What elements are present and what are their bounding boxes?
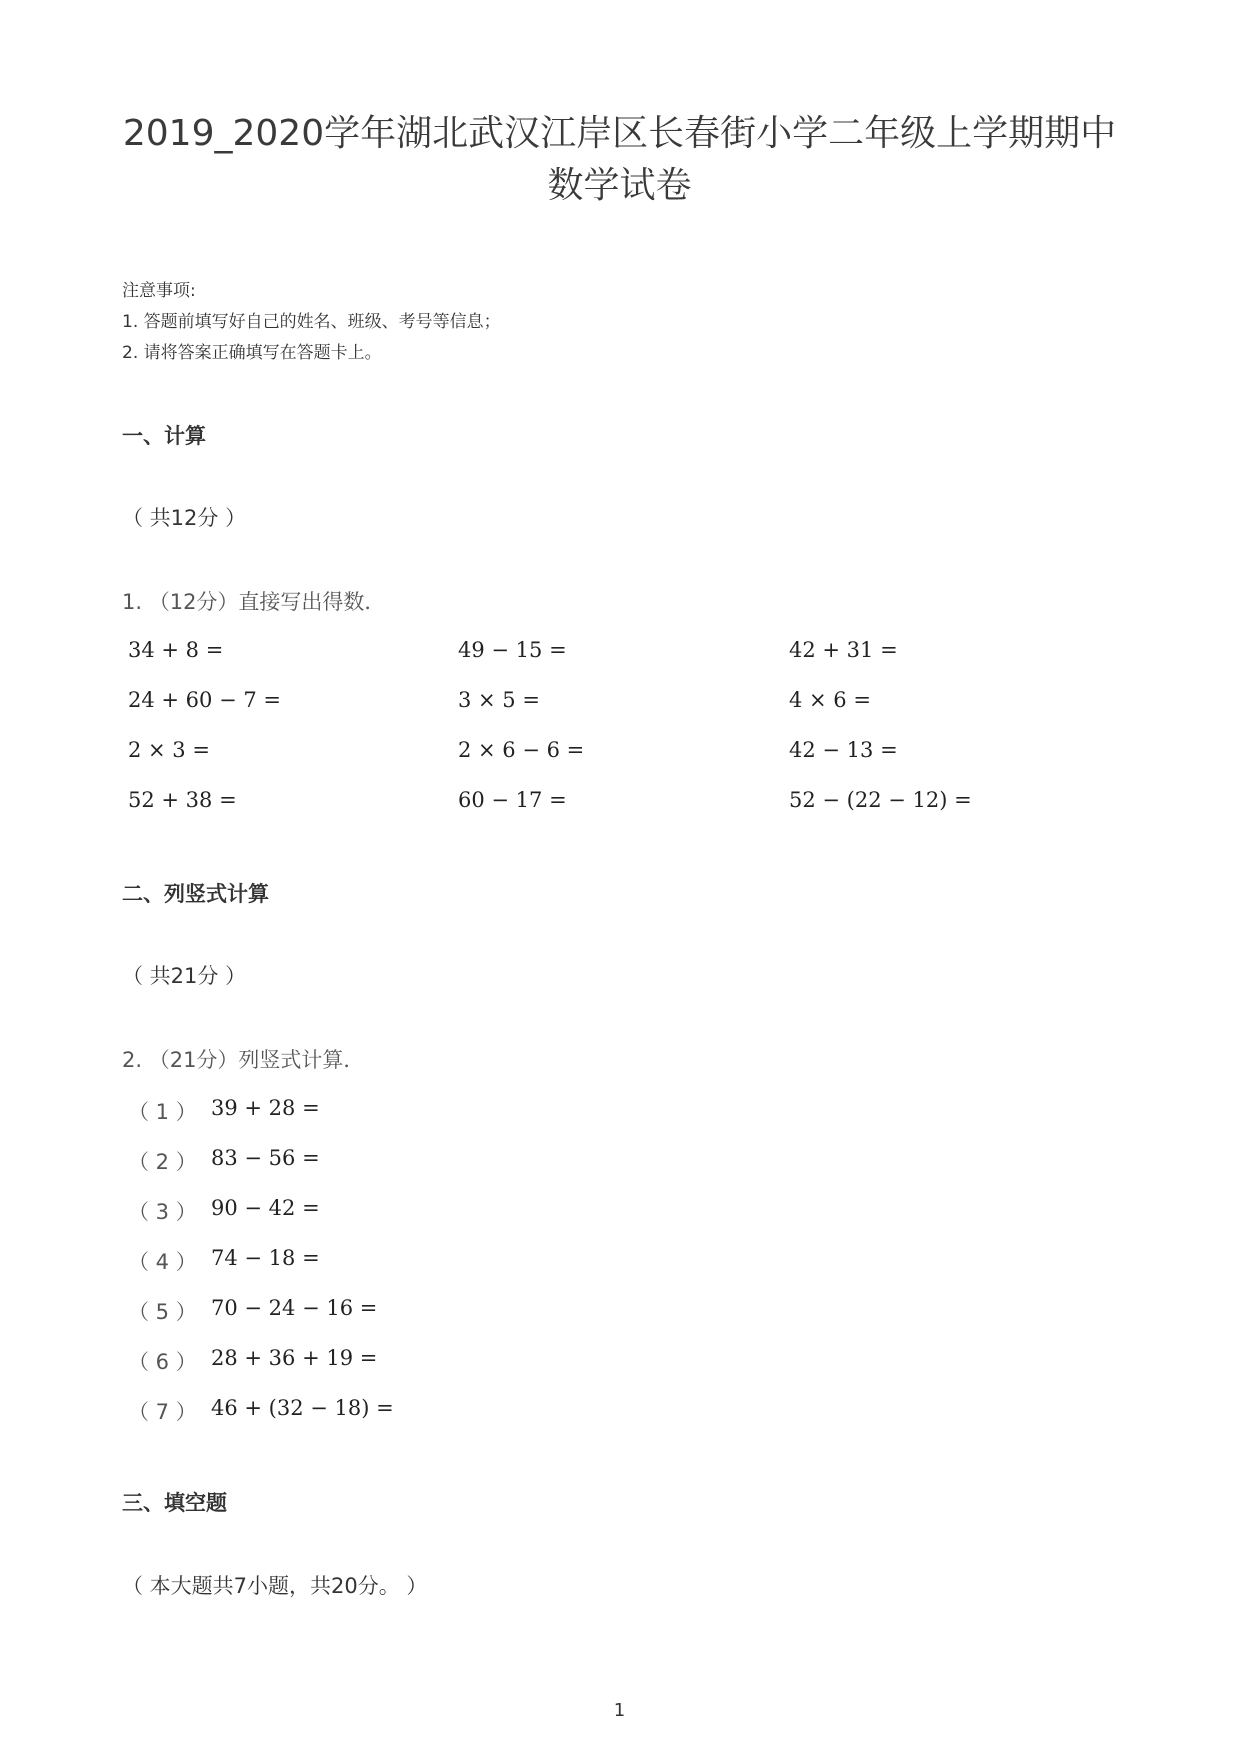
- vertical-calc-item: 83 − 56 =: [211, 1146, 320, 1170]
- exam-title: [60, 108, 1179, 212]
- calc-item: 42 + 31 =: [789, 638, 898, 662]
- calc-item: 34 + 8 =: [128, 638, 224, 662]
- item-number: （ 1 ）: [128, 1100, 197, 1124]
- question-line: 2. （21分）列竖式计算．: [122, 1048, 365, 1072]
- notice-block: [122, 276, 501, 369]
- item-number: （ 7 ）: [128, 1400, 197, 1424]
- item-number: （ 2 ）: [128, 1150, 197, 1174]
- vertical-calc-item: 74 − 18 =: [211, 1246, 320, 1270]
- item-number: （ 3 ）: [128, 1200, 197, 1224]
- section-score: （ 本大题共7小题，共20分。 ）: [122, 1574, 428, 1598]
- vertical-calc-item: 70 − 24 − 16 =: [211, 1296, 378, 1320]
- question-line: 1. （12分）直接写出得数．: [122, 590, 386, 614]
- calc-item: 60 − 17 =: [458, 788, 567, 812]
- vertical-calc-item: 90 − 42 =: [211, 1196, 320, 1220]
- vertical-calc-item: 39 + 28 =: [211, 1096, 320, 1120]
- item-number: （ 5 ）: [128, 1300, 197, 1324]
- section-score: （ 共21分 ）: [122, 964, 247, 988]
- calc-item: 42 − 13 =: [789, 738, 898, 762]
- section-heading: 二、列竖式计算: [122, 882, 269, 906]
- notice-heading: 注意事项:: [122, 281, 196, 301]
- calc-item: 24 + 60 − 7 =: [128, 688, 281, 712]
- vertical-calc-item: 46 + (32 − 18) =: [211, 1396, 394, 1420]
- page-number: 1: [613, 1700, 626, 1721]
- notice-item: 2. 请将答案正确填写在答题卡上。: [122, 343, 382, 363]
- calc-item: 2 × 6 − 6 =: [458, 738, 585, 762]
- calc-item: 52 + 38 =: [128, 788, 237, 812]
- exam-title-line1: 2019_2020学年湖北武汉江岸区长春街小学二年级上学期期中: [122, 113, 1117, 154]
- notice-item: 1. 答题前填写好自己的姓名、班级、考号等信息；: [122, 312, 501, 332]
- calc-item: 3 × 5 =: [458, 688, 540, 712]
- calc-item: 52 − (22 − 12) =: [789, 788, 972, 812]
- section-score: （ 共12分 ）: [122, 506, 247, 530]
- section-heading: 三、填空题: [122, 1491, 227, 1515]
- item-number: （ 6 ）: [128, 1350, 197, 1374]
- item-number: （ 4 ）: [128, 1250, 197, 1274]
- calc-item: 2 × 3 =: [128, 738, 210, 762]
- section-heading: 一、计算: [122, 424, 206, 448]
- vertical-calc-item: 28 + 36 + 19 =: [211, 1346, 378, 1370]
- calc-item: 49 − 15 =: [458, 638, 567, 662]
- calc-item: 4 × 6 =: [789, 688, 871, 712]
- exam-title-line2: 数学试卷: [547, 165, 692, 206]
